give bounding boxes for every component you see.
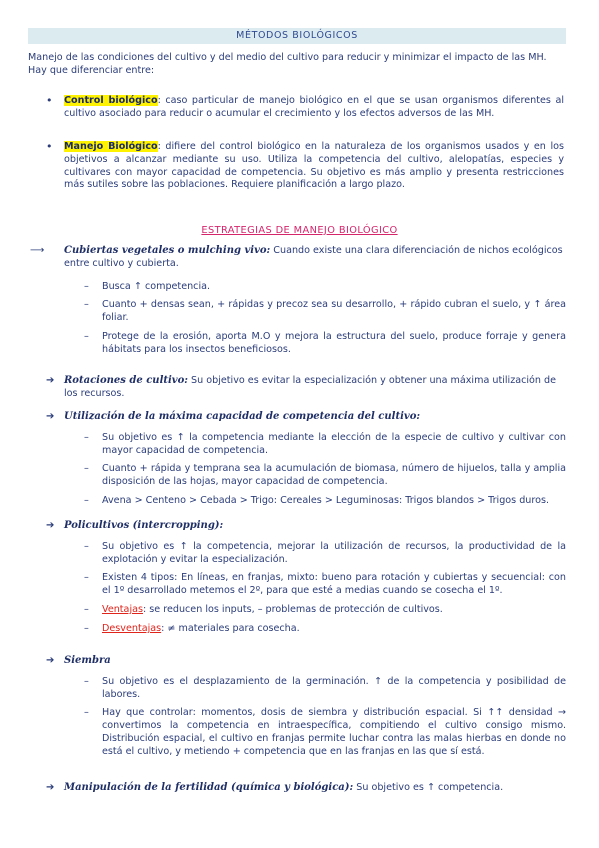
- list-item: Existen 4 tipos: En líneas, en franjas, mixto: bueno para rotación y cubiertas y secuencial: con el 1º desarrollado metemos el 2º, para que esté a medias cuando se cosecha el 1º.: [102, 572, 566, 597]
- arrow-icon: ➔: [46, 411, 55, 422]
- bullet-control-biologico: [46, 95, 564, 121]
- section-siembra: [46, 655, 566, 759]
- intro-paragraph: [28, 52, 568, 78]
- list-item: Su objetivo es ↑ la competencia, mejorar la utilización de recursos, la productividad de la explotación y evitar la especialización.: [102, 540, 566, 565]
- bullet-icon: •: [46, 140, 53, 153]
- dash-icon: –: [84, 707, 89, 719]
- intro-line: Manejo de las condiciones del cultivo y del medio del cultivo para reducir y minimizar el impacto de las MH.: [28, 52, 547, 63]
- arrow-icon: ➔: [46, 375, 55, 386]
- arrow-icon: ➔: [46, 655, 55, 666]
- dash-icon: –: [84, 675, 89, 687]
- dash-icon: –: [84, 299, 89, 311]
- intro-line: Hay que diferenciar entre:: [28, 64, 155, 76]
- term-highlight: Control biológico: [64, 95, 158, 106]
- section-title: Siembra: [64, 655, 111, 666]
- section-title: Utilización de la máxima capacidad de competencia del cultivo:: [64, 411, 421, 422]
- section-subtitle: ESTRATEGIAS DE MANEJO BIOLÓGICO: [201, 225, 398, 236]
- section-text: Su objetivo es evitar la especialización y obtener una máxima utilización de los recursos.: [64, 375, 557, 399]
- arrow-icon: ➔: [46, 520, 55, 531]
- term-highlight: Manejo Biológico: [64, 141, 158, 152]
- section-competencia: [46, 411, 566, 508]
- desventajas-label: Desventajas: [102, 622, 162, 634]
- page-title: MÉTODOS BIOLÓGICOS: [28, 28, 566, 44]
- dash-icon: –: [84, 494, 89, 506]
- list-item: Busca ↑ competencia.: [102, 280, 211, 292]
- list-item: : ≠ materiales para cosecha.: [161, 622, 300, 634]
- list-item: Hay que controlar: momentos, dosis de siembra y distribución espacial. Si ↑↑ densidad → convertimos la competencia en intraespecífica, compitiendo el cultivo consigo mismo. Distribución espacial, el cultivo en franjas permite luchar contra las malas hierbas en donde no está el cultivo, y metiendo + competencia que en las franjas en las que sí está.: [102, 707, 566, 757]
- arrow-icon: ⟶: [30, 245, 45, 256]
- section-text: Cuando existe una clara diferenciación de nichos ecológicos entre cultivo y cubierta.: [64, 245, 563, 269]
- list-item: Su objetivo es ↑ la competencia mediante la elección de la especie de cultivo y cultivar con mayor capacidad de competencia.: [102, 431, 566, 456]
- section-policultivos: [46, 520, 566, 636]
- bullet-text: : caso particular de manejo biológico en el que se usan organismos diferentes al cultivo asociado para reducir o acumular el crecimiento y los efectos adversos de las MH.: [64, 95, 565, 119]
- dash-icon: –: [84, 540, 89, 552]
- bullet-text: : difiere del control biológico en la naturaleza de los organismos usados y en los objetivos a alcanzar mediante su uso. Utiliza la competencia del cultivo, alelopatías, especies y cultivares con mayor capacidad de competencia. Su objetivo es más amplio y presenta restricciones más sutiles sobre las poblaciones. Requiere planificación a largo plazo.: [64, 141, 564, 191]
- section-title: Rotaciones de cultivo:: [64, 375, 188, 386]
- list-item: Protege de la erosión, aporta M.O y mejora la estructura del suelo, produce forraje y genera hábitats para los insectos beneficiosos.: [102, 330, 566, 355]
- section-title: Policultivos (intercropping):: [64, 520, 224, 531]
- list-item: Avena > Centeno > Cebada > Trigo: Cereales > Leguminosas: Trigos blandos > Trigos duros.: [102, 494, 550, 506]
- dash-icon: –: [84, 330, 89, 342]
- ventajas-label: Ventajas: [102, 603, 143, 615]
- section-title: Cubiertas vegetales o mulching vivo:: [64, 245, 271, 256]
- section-title: Manipulación de la fertilidad (química y biológica):: [64, 782, 354, 793]
- list-item: Su objetivo es el desplazamiento de la germinación. ↑ de la competencia y posibilidad de labores.: [102, 675, 566, 700]
- arrow-icon: ➔: [46, 782, 55, 793]
- section-text: Su objetivo es ↑ competencia.: [353, 782, 504, 793]
- dash-icon: –: [84, 572, 89, 584]
- bullet-manejo-biologico: [46, 141, 564, 192]
- section-fertilidad: [46, 782, 566, 795]
- dash-icon: –: [84, 463, 89, 475]
- list-item: Cuanto + rápida y temprana sea la acumulación de biomasa, número de hijuelos, talla y amplia disposición de las hojas, mayor capacidad de competencia.: [102, 463, 566, 488]
- bullet-icon: •: [46, 94, 53, 107]
- list-item: Cuanto + densas sean, + rápidas y precoz sea su desarrollo, + rápido cubran el suelo, y ↑ área foliar.: [102, 299, 566, 324]
- dash-icon: –: [84, 622, 89, 634]
- dash-icon: –: [84, 431, 89, 443]
- section-cubiertas: [30, 245, 566, 357]
- dash-icon: –: [84, 280, 89, 292]
- list-item: : se reducen los inputs, – problemas de protección de cultivos.: [142, 603, 443, 615]
- dash-icon: –: [84, 603, 89, 615]
- section-rotaciones: [46, 375, 566, 401]
